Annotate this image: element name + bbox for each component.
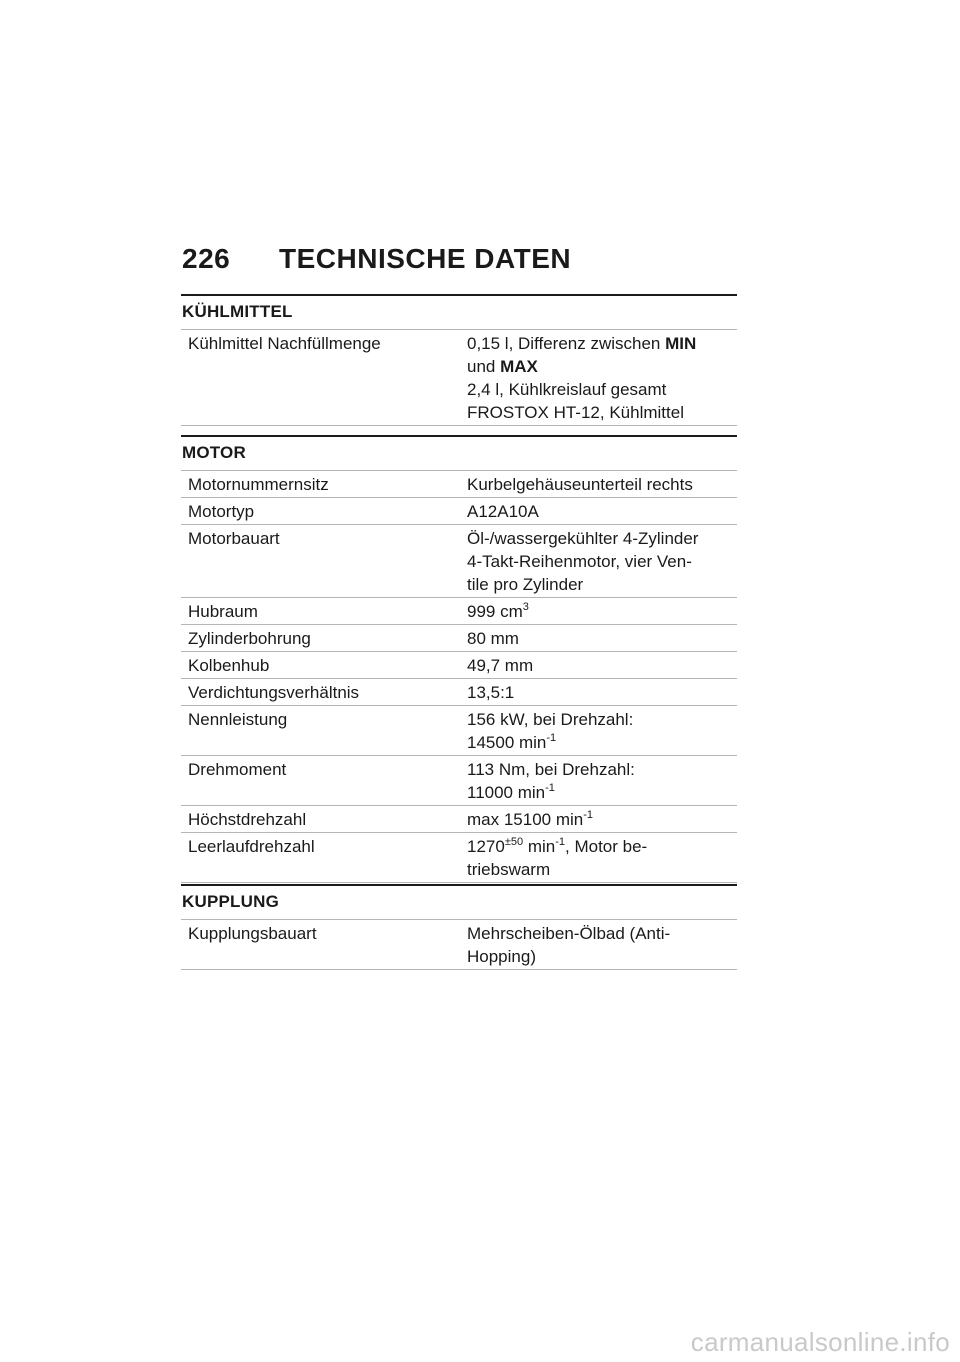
spec-value xyxy=(467,598,737,625)
spec-key: Motorbauart xyxy=(181,525,467,598)
spec-value-text: triebswarm xyxy=(467,860,551,879)
spec-value-text: Öl-/wassergekühlter 4-Zylinder xyxy=(467,529,699,548)
spec-value xyxy=(467,833,737,883)
spec-value-text: 2,4 l, Kühlkreislauf gesamt xyxy=(467,380,667,399)
spec-value-text: und xyxy=(467,357,501,376)
spec-value-text: 113 Nm, bei Drehzahl: xyxy=(467,760,635,779)
max-marker: MAX xyxy=(500,357,538,376)
spec-key: Zylinderbohrung xyxy=(181,625,467,652)
min-marker: MIN xyxy=(665,334,697,353)
spec-value-text: max 15100 min xyxy=(467,810,584,829)
spec-value-text: 999 cm xyxy=(467,602,523,621)
spec-value-text: min xyxy=(523,837,556,856)
spec-key: Nennleistung xyxy=(181,706,467,756)
clutch-table xyxy=(181,919,737,970)
spec-value: 49,7 mm xyxy=(467,652,737,679)
table-row xyxy=(181,756,737,806)
spec-value: 13,5:1 xyxy=(467,679,737,706)
superscript: -1 xyxy=(555,836,566,848)
section-engine xyxy=(181,435,737,883)
spec-value-text: , Motor be- xyxy=(565,837,648,856)
page-title: TECHNISCHE DATEN xyxy=(279,243,572,274)
table-row xyxy=(181,806,737,833)
spec-value-text: 11000 min xyxy=(467,783,546,802)
spec-value xyxy=(467,806,737,833)
table-row xyxy=(181,679,737,706)
spec-key: Verdichtungsverhältnis xyxy=(181,679,467,706)
spec-value: 80 mm xyxy=(467,625,737,652)
table-row xyxy=(181,598,737,625)
spec-key: Motornummernsitz xyxy=(181,471,467,498)
spec-value-text: Hopping) xyxy=(467,947,536,966)
spec-key: Kolbenhub xyxy=(181,652,467,679)
spec-value-text: 14500 min xyxy=(467,733,547,752)
spec-value xyxy=(467,756,737,806)
table-row xyxy=(181,471,737,498)
table-row xyxy=(181,498,737,525)
page-number: 226 xyxy=(182,243,231,274)
spec-value: Kurbelgehäuseunterteil rechts xyxy=(467,471,737,498)
superscript: -1 xyxy=(546,732,557,744)
spec-value-text: 4-Takt-Reihenmotor, vier Ven- xyxy=(467,552,692,571)
spec-value-text: 0,15 l, Differenz zwischen xyxy=(467,334,666,353)
section-title-engine: MOTOR xyxy=(182,443,246,462)
table-row xyxy=(181,525,737,598)
table-row xyxy=(181,330,737,426)
spec-key: Drehmoment xyxy=(181,756,467,806)
spec-key: Leerlaufdrehzahl xyxy=(181,833,467,883)
spec-value-text: Mehrscheiben-Ölbad (Anti- xyxy=(467,924,671,943)
spec-value-text: FROSTOX HT-12, Kühlmittel xyxy=(467,403,684,422)
section-clutch xyxy=(181,884,737,970)
spec-key: Höchstdrehzahl xyxy=(181,806,467,833)
spec-value xyxy=(467,525,737,598)
spec-value-text: tile pro Zylinder xyxy=(467,575,584,594)
cooling-table xyxy=(181,329,737,426)
superscript: -1 xyxy=(545,782,555,794)
section-title-clutch: KUPPLUNG xyxy=(182,892,279,911)
spec-value xyxy=(467,706,737,756)
spec-value-text: 1270 xyxy=(467,837,505,856)
spec-value xyxy=(467,330,737,426)
spec-value xyxy=(467,920,737,970)
spec-key: Kühlmittel Nachfüllmenge xyxy=(181,330,467,426)
spec-key: Motortyp xyxy=(181,498,467,525)
spec-key: Hubraum xyxy=(181,598,467,625)
spec-value-text: 156 kW, bei Drehzahl: xyxy=(467,710,634,729)
section-title-cooling: KÜHLMITTEL xyxy=(182,302,293,321)
superscript: 3 xyxy=(522,601,529,613)
superscript: -1 xyxy=(583,809,594,821)
watermark: carmanualsonline.info xyxy=(690,1327,950,1357)
spec-value: A12A10A xyxy=(467,498,737,525)
table-row xyxy=(181,652,737,679)
spec-key: Kupplungsbauart xyxy=(181,920,467,970)
page-header xyxy=(182,243,571,275)
section-cooling xyxy=(181,294,737,426)
table-row xyxy=(181,920,737,970)
table-row xyxy=(181,833,737,883)
engine-table xyxy=(181,470,737,883)
superscript: ±50 xyxy=(504,836,524,848)
table-row xyxy=(181,625,737,652)
table-row xyxy=(181,706,737,756)
